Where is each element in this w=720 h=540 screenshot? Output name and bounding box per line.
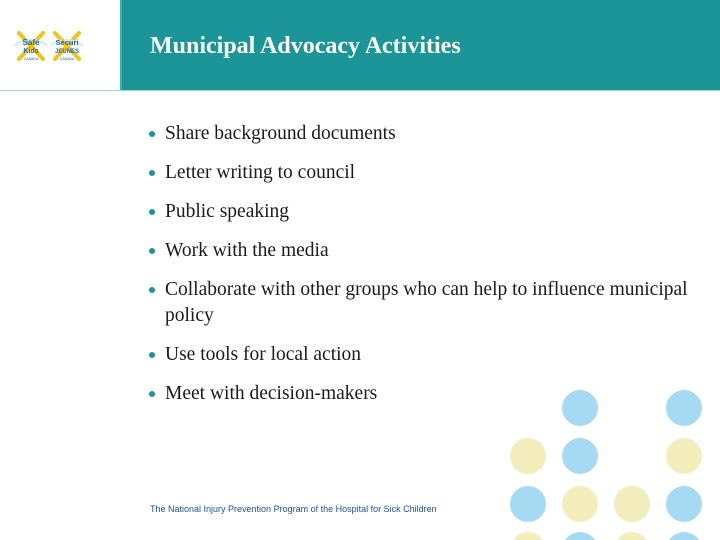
footer-text: The National Injury Prevention Program of the Hospital for Sick Children (150, 504, 437, 514)
decor-dot-yellow (614, 486, 650, 522)
bullet-text: Public speaking (165, 201, 290, 222)
logo-right-sub: CANADA (59, 57, 75, 61)
bullet-item (148, 199, 688, 225)
decor-dot-blue (562, 532, 598, 540)
bullet-text: Share background documents (165, 123, 396, 144)
bullet-dot-icon (149, 352, 155, 358)
decor-dot-yellow (562, 486, 598, 522)
bullet-text: Use tools for local action (165, 344, 362, 365)
logo-left-bottom: Kids (23, 48, 39, 55)
decor-dot-blue (562, 438, 598, 474)
bullet-text: Collaborate with other groups who can help to influence municipal policy (165, 279, 688, 326)
logo-left-badge (15, 33, 47, 61)
bullet-item (148, 121, 688, 147)
bullet-dot-icon (149, 170, 155, 176)
bullet-dot-icon (149, 248, 155, 254)
safe-kids-logo (0, 0, 120, 90)
bullet-text: Letter writing to council (165, 162, 356, 183)
decor-dot-yellow (510, 438, 546, 474)
bullet-dot-icon (149, 287, 155, 293)
decor-dot-blue (510, 486, 546, 522)
bullet-list (148, 121, 688, 420)
bullet-dot-icon (149, 209, 155, 215)
bullet-text: Meet with decision-makers (165, 383, 378, 404)
logo-right-top: Sécuri (55, 38, 79, 47)
decor-dot-blue (666, 486, 702, 522)
decor-dot-blue (666, 532, 702, 540)
decor-dot-yellow (666, 438, 702, 474)
slide-title: Municipal Advocacy Activities (150, 33, 461, 59)
bullet-item (148, 160, 688, 186)
bullet-item (148, 381, 688, 407)
bullet-dot-icon (149, 131, 155, 137)
decor-dot-blue (562, 390, 598, 426)
header-divider (0, 90, 720, 91)
bullet-item (148, 342, 688, 368)
bullet-text: Work with the media (165, 240, 329, 261)
logo-right-bottom: JEUNES (54, 49, 80, 55)
decor-dot-yellow (614, 532, 650, 540)
decor-dot-yellow (510, 532, 546, 540)
logo-left-sub: CANADA (23, 57, 39, 61)
logo-panel (0, 0, 120, 90)
logo-right-badge (51, 33, 83, 61)
bullet-item (148, 238, 688, 264)
decor-dot-blue (666, 390, 702, 426)
logo-left-top: Safe (22, 38, 40, 47)
bullet-dot-icon (149, 391, 155, 397)
bullet-item (148, 277, 688, 329)
